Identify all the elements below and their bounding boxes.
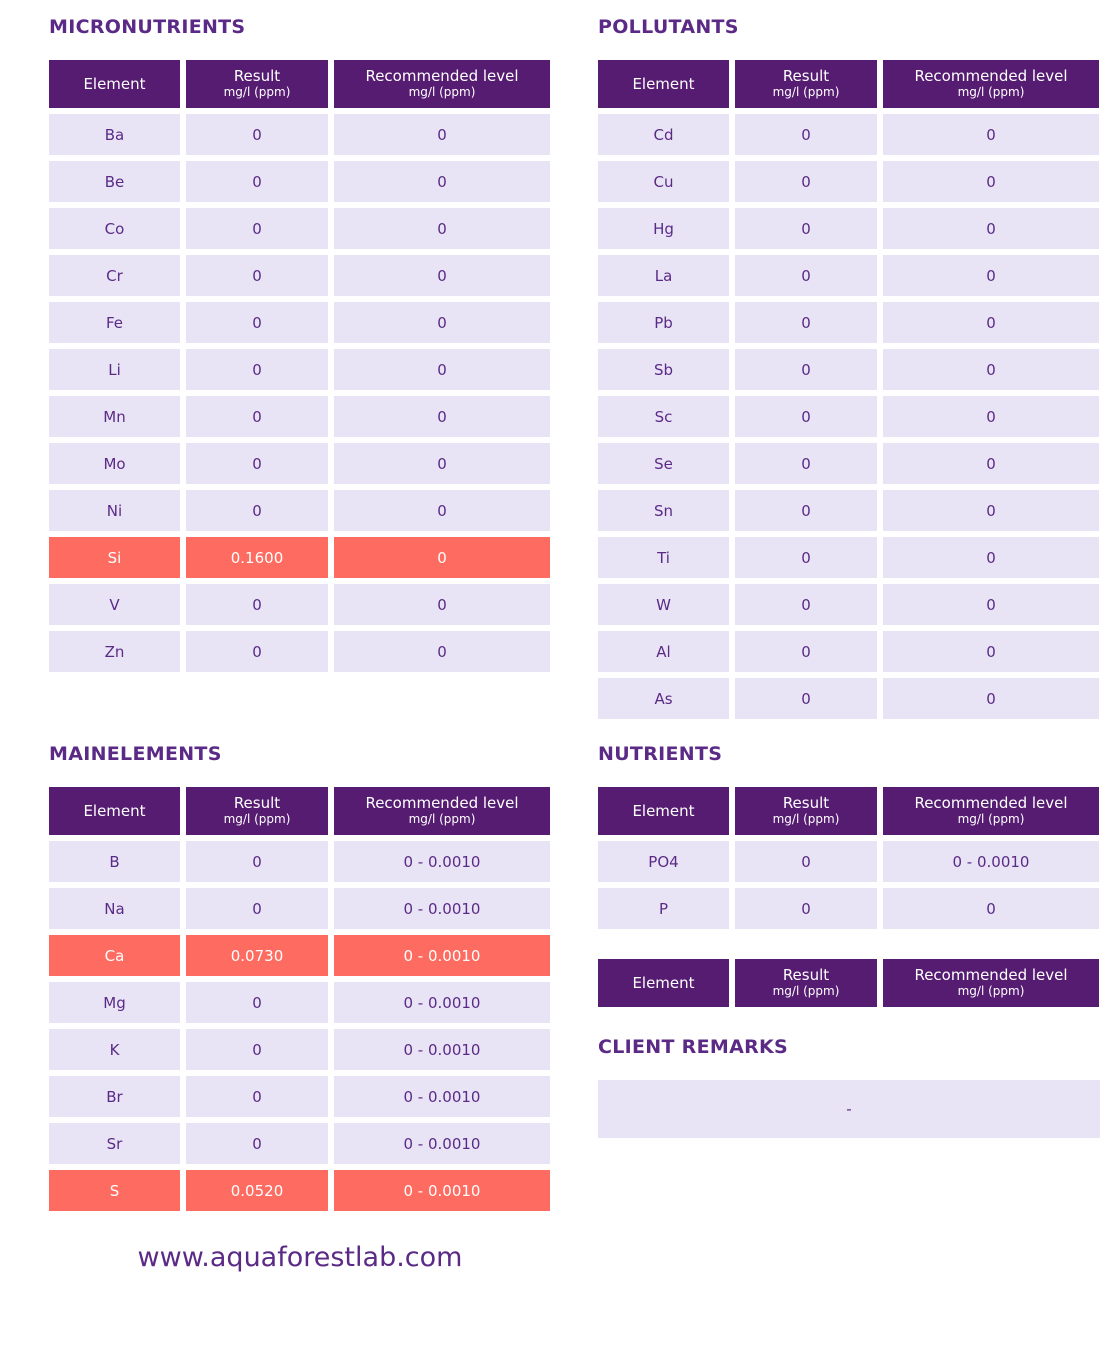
cell-element: Al <box>598 631 729 672</box>
cell-element: Ba <box>49 114 180 155</box>
table-row <box>598 537 1099 578</box>
cell-element: Pb <box>598 302 729 343</box>
table-row <box>598 678 1099 719</box>
table-row <box>49 161 550 202</box>
cell-recommended: 0 <box>883 349 1099 390</box>
cell-element: Br <box>49 1076 180 1117</box>
header-unit-label: mg/l (ppm) <box>957 984 1025 998</box>
cell-element: P <box>598 888 729 929</box>
cell-recommended: 0 <box>883 490 1099 531</box>
cell-recommended: 0 <box>883 255 1099 296</box>
cell-result: 0 <box>735 490 877 531</box>
cell-element: Sc <box>598 396 729 437</box>
table-row <box>49 631 550 672</box>
cell-result: 0 <box>735 208 877 249</box>
header-element <box>598 787 729 835</box>
client-remarks-box <box>598 1080 1100 1138</box>
cell-element: Li <box>49 349 180 390</box>
table-row <box>49 208 550 249</box>
header-result-label: Result <box>782 67 830 85</box>
cell-element: Cd <box>598 114 729 155</box>
cell-result: 0 <box>186 982 328 1023</box>
cell-result: 0 <box>186 888 328 929</box>
cell-element: La <box>598 255 729 296</box>
cell-result: 0 <box>735 396 877 437</box>
cell-element: Mo <box>49 443 180 484</box>
table-row <box>598 114 1099 155</box>
cell-result: 0.0730 <box>186 935 328 976</box>
nutrients-title: NUTRIENTS <box>598 743 723 765</box>
table-row <box>49 888 550 929</box>
cell-result: 0 <box>735 841 877 882</box>
table-row <box>49 1029 550 1070</box>
table-row <box>49 1076 550 1117</box>
cell-recommended: 0 <box>883 443 1099 484</box>
cell-element: B <box>49 841 180 882</box>
cell-recommended: 0 <box>883 537 1099 578</box>
table-row <box>598 584 1099 625</box>
header-unit-label: mg/l (ppm) <box>957 85 1025 99</box>
table-row <box>49 584 550 625</box>
cell-element: Hg <box>598 208 729 249</box>
cell-result: 0 <box>735 631 877 672</box>
cell-result: 0 <box>186 302 328 343</box>
cell-result: 0 <box>735 443 877 484</box>
cell-recommended: 0 - 0.0010 <box>883 841 1099 882</box>
table-header-row <box>598 60 1099 108</box>
table-row <box>49 396 550 437</box>
cell-result: 0 <box>186 490 328 531</box>
header-result-label: Result <box>233 794 281 812</box>
header-recommended <box>883 959 1099 1007</box>
cell-element: Zn <box>49 631 180 672</box>
table-row <box>598 349 1099 390</box>
header-unit-label: mg/l (ppm) <box>772 85 840 99</box>
header-element <box>598 959 729 1007</box>
header-recommended <box>334 787 550 835</box>
header-recommended <box>883 787 1099 835</box>
micronutrients-table <box>49 60 550 678</box>
cell-element: W <box>598 584 729 625</box>
header-result-label: Result <box>782 794 830 812</box>
cell-result: 0 <box>735 537 877 578</box>
table-row <box>49 1170 550 1211</box>
cell-result: 0 <box>186 841 328 882</box>
cell-element: PO4 <box>598 841 729 882</box>
cell-element: Ti <box>598 537 729 578</box>
table-row <box>49 490 550 531</box>
table-row <box>49 349 550 390</box>
table-row <box>598 255 1099 296</box>
cell-recommended: 0 - 0.0010 <box>334 888 550 929</box>
cell-recommended: 0 <box>883 584 1099 625</box>
cell-recommended: 0 <box>883 888 1099 929</box>
header-result <box>735 959 877 1007</box>
header-unit-label: mg/l (ppm) <box>957 812 1025 826</box>
header-result <box>735 60 877 108</box>
cell-element: V <box>49 584 180 625</box>
cell-recommended: 0 <box>883 396 1099 437</box>
cell-recommended: 0 <box>334 114 550 155</box>
pollutants-title: POLLUTANTS <box>598 16 739 38</box>
table-row <box>598 443 1099 484</box>
cell-element: Sb <box>598 349 729 390</box>
cell-recommended: 0 <box>334 490 550 531</box>
cell-recommended: 0 <box>883 161 1099 202</box>
table-row <box>598 888 1099 929</box>
table-row <box>49 935 550 976</box>
cell-recommended: 0 - 0.0010 <box>334 982 550 1023</box>
mainelements-table <box>49 787 550 1217</box>
cell-recommended: 0 <box>334 349 550 390</box>
cell-result: 0 <box>186 349 328 390</box>
cell-recommended: 0 <box>334 302 550 343</box>
cell-element: Si <box>49 537 180 578</box>
cell-recommended: 0 <box>883 302 1099 343</box>
cell-element: Sr <box>49 1123 180 1164</box>
cell-result: 0 <box>186 443 328 484</box>
table-row <box>49 255 550 296</box>
header-result-label: Result <box>782 966 830 984</box>
cell-recommended: 0 <box>334 584 550 625</box>
cell-recommended: 0 - 0.0010 <box>334 1123 550 1164</box>
table-row <box>49 1123 550 1164</box>
header-result <box>735 787 877 835</box>
client-remarks-text: - <box>846 1100 852 1118</box>
cell-result: 0 <box>186 208 328 249</box>
table-row <box>49 982 550 1023</box>
cell-element: Mn <box>49 396 180 437</box>
header-element-label: Element <box>632 973 695 992</box>
nutrients-table <box>598 787 1099 935</box>
header-element <box>49 60 180 108</box>
cell-result: 0 <box>186 631 328 672</box>
cell-result: 0 <box>735 888 877 929</box>
cell-recommended: 0 <box>334 255 550 296</box>
table-row <box>49 841 550 882</box>
header-recommended <box>334 60 550 108</box>
cell-element: S <box>49 1170 180 1211</box>
cell-element: Ca <box>49 935 180 976</box>
cell-element: Fe <box>49 302 180 343</box>
cell-result: 0 <box>186 114 328 155</box>
header-result <box>186 60 328 108</box>
cell-recommended: 0 - 0.0010 <box>334 841 550 882</box>
client-remarks-title: CLIENT REMARKS <box>598 1036 789 1058</box>
header-element <box>49 787 180 835</box>
table-row <box>49 443 550 484</box>
cell-element: Ni <box>49 490 180 531</box>
header-unit-label: mg/l (ppm) <box>223 812 291 826</box>
header-unit-label: mg/l (ppm) <box>223 85 291 99</box>
cell-element: Sn <box>598 490 729 531</box>
header-recommended <box>883 60 1099 108</box>
website-link[interactable]: www.aquaforestlab.com <box>137 1242 463 1273</box>
header-element-label: Element <box>83 74 146 93</box>
table-header-row <box>49 787 550 835</box>
header-result-label: Result <box>233 67 281 85</box>
cell-recommended: 0 - 0.0010 <box>334 1029 550 1070</box>
cell-recommended: 0 - 0.0010 <box>334 1170 550 1211</box>
cell-result: 0 <box>735 584 877 625</box>
cell-element: Cu <box>598 161 729 202</box>
cell-element: Se <box>598 443 729 484</box>
cell-element: K <box>49 1029 180 1070</box>
cell-result: 0 <box>186 161 328 202</box>
table-header-row <box>49 60 550 108</box>
header-recommended-label: Recommended level <box>914 966 1068 984</box>
header-element-label: Element <box>83 801 146 820</box>
table-row <box>598 841 1099 882</box>
header-result <box>186 787 328 835</box>
header-recommended-label: Recommended level <box>365 794 519 812</box>
header-unit-label: mg/l (ppm) <box>772 812 840 826</box>
table-row <box>598 396 1099 437</box>
table-row <box>598 208 1099 249</box>
pollutants-table <box>598 60 1099 725</box>
header-recommended-label: Recommended level <box>365 67 519 85</box>
cell-recommended: 0 <box>334 208 550 249</box>
table-header-row <box>598 959 1099 1007</box>
micronutrients-title: MICRONUTRIENTS <box>49 16 246 38</box>
cell-result: 0 <box>735 349 877 390</box>
header-element <box>598 60 729 108</box>
cell-recommended: 0 <box>883 208 1099 249</box>
cell-result: 0 <box>735 255 877 296</box>
cell-result: 0 <box>735 161 877 202</box>
cell-recommended: 0 <box>334 443 550 484</box>
cell-element: Be <box>49 161 180 202</box>
cell-result: 0 <box>186 584 328 625</box>
cell-result: 0 <box>186 396 328 437</box>
cell-result: 0 <box>735 302 877 343</box>
cell-recommended: 0 <box>334 631 550 672</box>
table-row <box>598 631 1099 672</box>
cell-element: As <box>598 678 729 719</box>
header-element-label: Element <box>632 801 695 820</box>
cell-element: Cr <box>49 255 180 296</box>
cell-result: 0 <box>186 1076 328 1117</box>
header-unit-label: mg/l (ppm) <box>408 85 476 99</box>
header-recommended-label: Recommended level <box>914 794 1068 812</box>
header-element-label: Element <box>632 74 695 93</box>
table-row <box>49 537 550 578</box>
extra-header-table <box>598 959 1099 1013</box>
cell-result: 0 <box>186 255 328 296</box>
cell-element: Co <box>49 208 180 249</box>
cell-recommended: 0 <box>334 161 550 202</box>
table-row <box>598 490 1099 531</box>
table-header-row <box>598 787 1099 835</box>
cell-recommended: 0 <box>334 396 550 437</box>
cell-element: Mg <box>49 982 180 1023</box>
cell-result: 0 <box>186 1123 328 1164</box>
cell-result: 0 <box>735 678 877 719</box>
cell-result: 0.1600 <box>186 537 328 578</box>
table-row <box>598 161 1099 202</box>
cell-result: 0 <box>735 114 877 155</box>
cell-recommended: 0 <box>883 631 1099 672</box>
header-recommended-label: Recommended level <box>914 67 1068 85</box>
cell-recommended: 0 <box>883 114 1099 155</box>
cell-recommended: 0 - 0.0010 <box>334 1076 550 1117</box>
cell-recommended: 0 - 0.0010 <box>334 935 550 976</box>
cell-element: Na <box>49 888 180 929</box>
cell-result: 0.0520 <box>186 1170 328 1211</box>
table-row <box>598 302 1099 343</box>
cell-recommended: 0 <box>334 537 550 578</box>
cell-result: 0 <box>186 1029 328 1070</box>
table-row <box>49 302 550 343</box>
cell-recommended: 0 <box>883 678 1099 719</box>
header-unit-label: mg/l (ppm) <box>772 984 840 998</box>
header-unit-label: mg/l (ppm) <box>408 812 476 826</box>
table-row <box>49 114 550 155</box>
mainelements-title: MAINELEMENTS <box>49 743 222 765</box>
